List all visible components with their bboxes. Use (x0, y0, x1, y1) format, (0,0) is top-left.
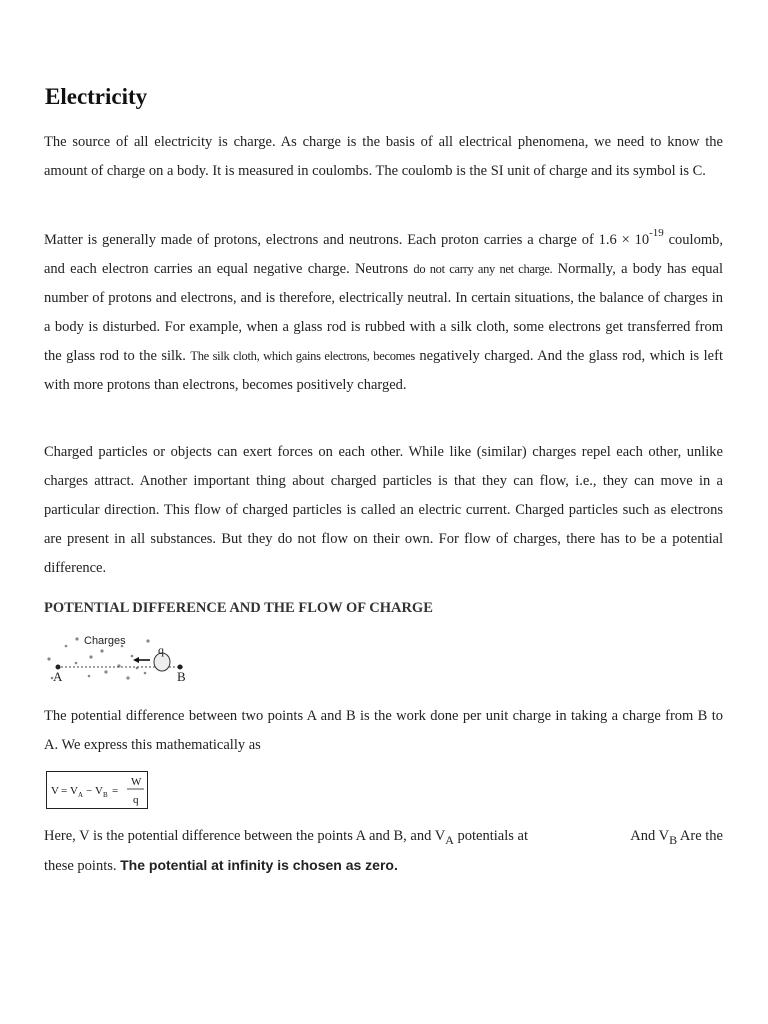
formula-denominator: q (133, 794, 139, 806)
paragraph-potentials-line-1 (44, 822, 723, 851)
potentials-text-e: these points. (44, 858, 121, 874)
page-title: Electricity (45, 84, 148, 109)
paragraph-matter-part-d: negatively charged. And the glass rod, which is left with more protons than electrons, becomes positively charged. (44, 348, 723, 393)
potentials-right-part (630, 822, 723, 851)
formula (47, 772, 147, 808)
b-label: B (177, 669, 186, 684)
paragraph-potentials-line-2 (44, 851, 723, 880)
potentials-text-d: Are the (677, 828, 723, 844)
q-label: q (158, 643, 164, 657)
paragraph-matter-part-b: coulomb, and each electron carries an equal negative charge. Neutrons (44, 232, 723, 277)
formula-equals-1: = (61, 785, 68, 797)
potentials-va-sub: A (445, 832, 454, 847)
formula-va-sub: A (78, 791, 84, 799)
section-heading: POTENTIAL DIFFERENCE AND THE FLOW OF CHARGE (44, 600, 433, 616)
formula-v: V (51, 785, 59, 797)
paragraph-matter-tight-2: The silk cloth, which gains electrons, becomes (190, 349, 415, 363)
paragraph-forces: Charged particles or objects can exert forces on each other. While like (similar) charges repel each other, unlike charges attract. Another important thing about charged particles is that they can flow, i.e., they can move in a particular direction. This flow of charged particles is called an electric current. Charged particles such as electrons are present in all substances. But they do not flow on their own. For flow of charges, there has to be a potential difference. (44, 444, 723, 576)
paragraph-potentials (44, 822, 723, 880)
paragraph-potential-difference: The potential difference between two points A and B is the work done per unit charge in taking a charge from B to A. We express this mathematically as (44, 708, 723, 753)
potentials-text-b: potentials at (453, 828, 528, 844)
paragraph-matter-part-a: Matter is generally made of protons, electrons and neutrons. Each proton carries a charge of 1.6 × 10 (44, 232, 650, 248)
paragraph-intro: The source of all electricity is charge. As charge is the basis of all electrical phenomena, we need to know the amount of charge on a body. It is measured in coulombs. The coulomb is the SI unit of charge and its symbol is C. (44, 134, 723, 179)
formula-minus: − (86, 785, 93, 797)
formula-numerator: W (131, 776, 142, 788)
potentials-text-c: And V (630, 828, 670, 844)
formula-vb-sub: B (103, 791, 108, 799)
paragraph-matter (44, 226, 723, 400)
potentials-text-a: Here, V is the potential difference between the points A and B, and V (44, 828, 446, 844)
infinity-statement: The potential at infinity is chosen as zero. (120, 857, 398, 873)
paragraph-matter-part-c: Normally, a body has equal number of protons and electrons, and is therefore, electrically neutral. In certain situations, the balance of charges in a body is disturbed. For example, when a glass rod is rubbed with a silk cloth, some electrons get transferred from the glass rod to the silk. (44, 261, 723, 364)
potentials-vb-sub: B (669, 832, 678, 847)
exponent: -19 (649, 227, 664, 240)
force-arrow-head (133, 657, 139, 663)
formula-vb: V (95, 785, 103, 797)
paragraph-matter-tight-1: do not carry any net charge. (413, 262, 553, 276)
a-label: A (53, 669, 63, 684)
charge-flow-diagram (44, 630, 194, 692)
formula-box (46, 771, 148, 809)
formula-va: V (70, 785, 78, 797)
charges-label: Charges (84, 635, 126, 647)
formula-equals-2: = (112, 785, 119, 797)
